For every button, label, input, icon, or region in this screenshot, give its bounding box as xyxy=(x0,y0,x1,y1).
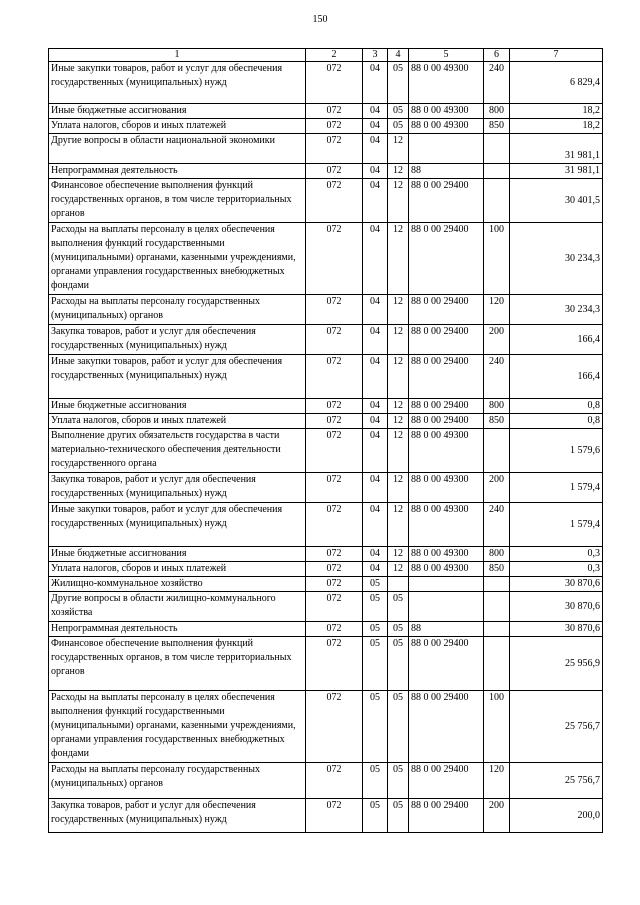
row-expense-type xyxy=(484,622,510,637)
row-code-ministry: 072 xyxy=(306,104,363,119)
row-section: 04 xyxy=(363,179,388,223)
row-section: 05 xyxy=(363,622,388,637)
row-subsection: 05 xyxy=(388,622,409,637)
row-code-ministry: 072 xyxy=(306,763,363,799)
row-section: 05 xyxy=(363,577,388,592)
row-code-ministry: 072 xyxy=(306,134,363,164)
row-section: 04 xyxy=(363,164,388,179)
row-section: 04 xyxy=(363,503,388,547)
row-expense-type: 120 xyxy=(484,295,510,325)
row-code-ministry: 072 xyxy=(306,164,363,179)
row-subsection: 12 xyxy=(388,355,409,399)
row-expense-type: 100 xyxy=(484,691,510,763)
row-expense-type: 850 xyxy=(484,414,510,429)
row-amount: 30 870,6 xyxy=(510,577,603,592)
row-subsection: 12 xyxy=(388,473,409,503)
table-row xyxy=(49,622,603,637)
row-name: Закупка товаров, работ и услуг для обеспечения государственных (муниципальных) нужд xyxy=(49,325,306,355)
row-subsection: 12 xyxy=(388,562,409,577)
row-amount: 0,8 xyxy=(510,399,603,414)
row-subsection: 12 xyxy=(388,429,409,473)
row-amount: 18,2 xyxy=(510,104,603,119)
row-expense-type: 800 xyxy=(484,547,510,562)
row-expense-type: 200 xyxy=(484,473,510,503)
header-col-1: 1 xyxy=(49,49,306,62)
row-target-article: 88 0 00 29400 xyxy=(409,179,484,223)
row-code-ministry: 072 xyxy=(306,295,363,325)
header-col-4: 4 xyxy=(388,49,409,62)
row-target-article: 88 xyxy=(409,622,484,637)
row-amount: 30 401,5 xyxy=(510,179,603,223)
table-row xyxy=(49,503,603,547)
row-amount: 166,4 xyxy=(510,325,603,355)
row-expense-type xyxy=(484,164,510,179)
row-amount: 31 981,1 xyxy=(510,164,603,179)
table-row xyxy=(49,799,603,833)
row-section: 04 xyxy=(363,399,388,414)
row-code-ministry: 072 xyxy=(306,691,363,763)
row-expense-type: 800 xyxy=(484,104,510,119)
row-amount: 1 579,6 xyxy=(510,429,603,473)
row-subsection: 05 xyxy=(388,763,409,799)
row-section: 04 xyxy=(363,119,388,134)
page-number: 150 xyxy=(312,14,328,25)
row-subsection: 12 xyxy=(388,414,409,429)
row-amount: 30 234,3 xyxy=(510,223,603,295)
row-amount: 1 579,4 xyxy=(510,473,603,503)
row-code-ministry: 072 xyxy=(306,414,363,429)
table-row xyxy=(49,325,603,355)
row-name: Другие вопросы в области национальной экономики xyxy=(49,134,306,164)
row-target-article: 88 0 00 49300 xyxy=(409,547,484,562)
row-amount: 18,2 xyxy=(510,119,603,134)
table-row xyxy=(49,104,603,119)
row-section: 05 xyxy=(363,691,388,763)
row-expense-type xyxy=(484,179,510,223)
row-subsection: 05 xyxy=(388,592,409,622)
row-code-ministry: 072 xyxy=(306,622,363,637)
table-row xyxy=(49,429,603,473)
table-row xyxy=(49,399,603,414)
row-name: Уплата налогов, сборов и иных платежей xyxy=(49,562,306,577)
row-section: 04 xyxy=(363,414,388,429)
row-code-ministry: 072 xyxy=(306,355,363,399)
row-target-article: 88 0 00 29400 xyxy=(409,691,484,763)
row-name: Иные закупки товаров, работ и услуг для обеспечения государственных (муниципальных) нужд xyxy=(49,62,306,104)
row-expense-type xyxy=(484,592,510,622)
row-name: Финансовое обеспечение выполнения функций государственных органов, в том числе территориальных органов xyxy=(49,637,306,691)
row-subsection xyxy=(388,577,409,592)
row-subsection: 12 xyxy=(388,325,409,355)
row-section: 04 xyxy=(363,547,388,562)
row-amount: 1 579,4 xyxy=(510,503,603,547)
row-amount: 6 829,4 xyxy=(510,62,603,104)
row-subsection: 05 xyxy=(388,637,409,691)
row-amount: 31 981,1 xyxy=(510,134,603,164)
table-row xyxy=(49,179,603,223)
row-subsection: 05 xyxy=(388,691,409,763)
row-subsection: 12 xyxy=(388,503,409,547)
row-section: 04 xyxy=(363,223,388,295)
row-name: Уплата налогов, сборов и иных платежей xyxy=(49,119,306,134)
row-target-article: 88 0 00 49300 xyxy=(409,104,484,119)
header-col-7: 7 xyxy=(510,49,603,62)
row-target-article xyxy=(409,592,484,622)
row-expense-type xyxy=(484,429,510,473)
row-target-article: 88 xyxy=(409,164,484,179)
row-code-ministry: 072 xyxy=(306,179,363,223)
row-name: Закупка товаров, работ и услуг для обеспечения государственных (муниципальных) нужд xyxy=(49,799,306,833)
row-section: 05 xyxy=(363,763,388,799)
row-name: Непрограммная деятельность xyxy=(49,622,306,637)
row-amount: 30 870,6 xyxy=(510,592,603,622)
row-section: 05 xyxy=(363,637,388,691)
row-target-article: 88 0 00 29400 xyxy=(409,637,484,691)
row-amount: 0,8 xyxy=(510,414,603,429)
row-section: 04 xyxy=(363,295,388,325)
table-header-row xyxy=(49,49,603,62)
row-code-ministry: 072 xyxy=(306,503,363,547)
table-row xyxy=(49,637,603,691)
row-subsection: 12 xyxy=(388,295,409,325)
row-expense-type: 240 xyxy=(484,503,510,547)
row-amount: 30 870,6 xyxy=(510,622,603,637)
header-col-2: 2 xyxy=(306,49,363,62)
row-amount: 30 234,3 xyxy=(510,295,603,325)
row-expense-type: 240 xyxy=(484,355,510,399)
row-name: Уплата налогов, сборов и иных платежей xyxy=(49,414,306,429)
row-name: Непрограммная деятельность xyxy=(49,164,306,179)
table-row xyxy=(49,223,603,295)
row-amount: 0,3 xyxy=(510,562,603,577)
row-name: Финансовое обеспечение выполнения функций государственных органов, в том числе территориальных органов xyxy=(49,179,306,223)
row-subsection: 12 xyxy=(388,547,409,562)
row-code-ministry: 072 xyxy=(306,592,363,622)
table-row xyxy=(49,562,603,577)
row-section: 04 xyxy=(363,62,388,104)
row-amount: 25 956,9 xyxy=(510,637,603,691)
row-section: 04 xyxy=(363,134,388,164)
row-target-article: 88 0 00 29400 xyxy=(409,325,484,355)
table-row xyxy=(49,547,603,562)
row-name: Иные закупки товаров, работ и услуг для обеспечения государственных (муниципальных) нужд xyxy=(49,503,306,547)
row-section: 04 xyxy=(363,355,388,399)
row-subsection: 05 xyxy=(388,119,409,134)
table-row xyxy=(49,134,603,164)
header-col-6: 6 xyxy=(484,49,510,62)
row-expense-type xyxy=(484,134,510,164)
row-expense-type xyxy=(484,637,510,691)
row-target-article: 88 0 00 29400 xyxy=(409,414,484,429)
row-code-ministry: 072 xyxy=(306,62,363,104)
row-name: Жилищно-коммунальное хозяйство xyxy=(49,577,306,592)
table-row xyxy=(49,414,603,429)
row-target-article: 88 0 00 29400 xyxy=(409,399,484,414)
row-section: 04 xyxy=(363,104,388,119)
row-target-article: 88 0 00 49300 xyxy=(409,503,484,547)
row-amount: 25 756,7 xyxy=(510,763,603,799)
table-row xyxy=(49,295,603,325)
row-subsection: 05 xyxy=(388,104,409,119)
table-row xyxy=(49,164,603,179)
row-name: Закупка товаров, работ и услуг для обеспечения государственных (муниципальных) нужд xyxy=(49,473,306,503)
row-name: Расходы на выплаты персоналу государственных (муниципальных) органов xyxy=(49,295,306,325)
row-name: Иные закупки товаров, работ и услуг для обеспечения государственных (муниципальных) нужд xyxy=(49,355,306,399)
row-subsection: 05 xyxy=(388,799,409,833)
row-target-article: 88 0 00 29400 xyxy=(409,295,484,325)
budget-table xyxy=(48,48,603,833)
row-target-article: 88 0 00 49300 xyxy=(409,473,484,503)
row-code-ministry: 072 xyxy=(306,562,363,577)
row-section: 04 xyxy=(363,562,388,577)
header-col-3: 3 xyxy=(363,49,388,62)
table-row xyxy=(49,473,603,503)
row-subsection: 12 xyxy=(388,179,409,223)
row-subsection: 12 xyxy=(388,399,409,414)
row-name: Иные бюджетные ассигнования xyxy=(49,547,306,562)
row-amount: 0,3 xyxy=(510,547,603,562)
table-row xyxy=(49,119,603,134)
row-target-article: 88 0 00 29400 xyxy=(409,763,484,799)
row-code-ministry: 072 xyxy=(306,637,363,691)
row-target-article: 88 0 00 29400 xyxy=(409,223,484,295)
row-expense-type xyxy=(484,577,510,592)
row-target-article: 88 0 00 49300 xyxy=(409,429,484,473)
row-expense-type: 850 xyxy=(484,119,510,134)
row-code-ministry: 072 xyxy=(306,547,363,562)
row-expense-type: 200 xyxy=(484,325,510,355)
row-name: Иные бюджетные ассигнования xyxy=(49,104,306,119)
row-target-article: 88 0 00 29400 xyxy=(409,355,484,399)
row-code-ministry: 072 xyxy=(306,577,363,592)
row-name: Расходы на выплаты персоналу в целях обеспечения выполнения функций государственными (муниципальными) органами, казенными учреждениями, органами управления государственных внебюджетных фондами xyxy=(49,691,306,763)
row-subsection: 05 xyxy=(388,62,409,104)
row-name: Расходы на выплаты персоналу государственных (муниципальных) органов xyxy=(49,763,306,799)
row-name: Выполнение других обязательств государства в части материально-технического обеспечения деятельности государственного органа xyxy=(49,429,306,473)
row-code-ministry: 072 xyxy=(306,119,363,134)
row-amount: 25 756,7 xyxy=(510,691,603,763)
row-expense-type: 100 xyxy=(484,223,510,295)
table-row xyxy=(49,355,603,399)
row-code-ministry: 072 xyxy=(306,473,363,503)
row-section: 04 xyxy=(363,325,388,355)
row-name: Иные бюджетные ассигнования xyxy=(49,399,306,414)
table-row xyxy=(49,577,603,592)
row-subsection: 12 xyxy=(388,134,409,164)
row-amount: 200,0 xyxy=(510,799,603,833)
table-row xyxy=(49,763,603,799)
row-target-article: 88 0 00 29400 xyxy=(409,799,484,833)
row-section: 05 xyxy=(363,592,388,622)
row-section: 05 xyxy=(363,799,388,833)
table-row xyxy=(49,62,603,104)
table-row xyxy=(49,691,603,763)
row-code-ministry: 072 xyxy=(306,325,363,355)
table-row xyxy=(49,592,603,622)
row-code-ministry: 072 xyxy=(306,429,363,473)
row-expense-type: 800 xyxy=(484,399,510,414)
row-section: 04 xyxy=(363,473,388,503)
row-expense-type: 120 xyxy=(484,763,510,799)
row-target-article xyxy=(409,134,484,164)
row-target-article: 88 0 00 49300 xyxy=(409,62,484,104)
header-col-5: 5 xyxy=(409,49,484,62)
row-amount: 166,4 xyxy=(510,355,603,399)
row-subsection: 12 xyxy=(388,223,409,295)
row-code-ministry: 072 xyxy=(306,799,363,833)
row-expense-type: 240 xyxy=(484,62,510,104)
row-code-ministry: 072 xyxy=(306,223,363,295)
row-subsection: 12 xyxy=(388,164,409,179)
row-name: Расходы на выплаты персоналу в целях обеспечения выполнения функций государственными (муниципальными) органами, казенными учреждениями, органами управления государственных внебюджетных фондами xyxy=(49,223,306,295)
row-expense-type: 200 xyxy=(484,799,510,833)
row-expense-type: 850 xyxy=(484,562,510,577)
row-code-ministry: 072 xyxy=(306,399,363,414)
row-target-article: 88 0 00 49300 xyxy=(409,562,484,577)
row-target-article: 88 0 00 49300 xyxy=(409,119,484,134)
row-target-article xyxy=(409,577,484,592)
row-name: Другие вопросы в области жилищно-коммунального хозяйства xyxy=(49,592,306,622)
row-section: 04 xyxy=(363,429,388,473)
